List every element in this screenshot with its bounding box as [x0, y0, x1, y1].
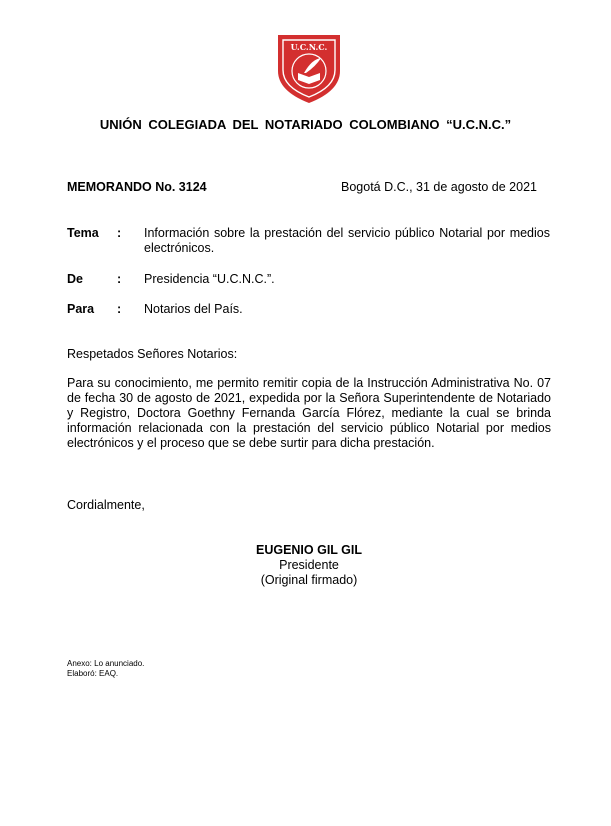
closing: Cordialmente,	[67, 498, 145, 512]
greeting: Respetados Señores Notarios:	[67, 347, 238, 361]
logo-text: U.C.N.C.	[290, 42, 328, 52]
de-colon: :	[117, 272, 122, 286]
footnote-elaboro: Elaboró: EAQ.	[67, 669, 119, 678]
body-paragraph: Para su conocimiento, me permito remitir copia de la Instrucción Administrativa No. 07 de fecha 30 de agosto de 2021, expedida por la Señora Superintendente de Notariado y Registro, Doctora Goethny Fernanda García Flórez, mediante la cual se brinda información relacionada con la prestación del servicio público Notarial por medios electrónicos y el proceso que se debe surtir para dicha prestación.	[67, 376, 551, 450]
signer-title: Presidente	[279, 558, 339, 572]
footnote-anexo: Anexo: Lo anunciado.	[67, 659, 145, 668]
para-value: Notarios del País.	[144, 302, 243, 316]
memo-date: Bogotá D.C., 31 de agosto de 2021	[341, 180, 537, 194]
signature-note: (Original firmado)	[260, 573, 358, 587]
de-label: De	[67, 272, 83, 286]
para-colon: :	[117, 302, 122, 316]
tema-colon: :	[117, 226, 122, 240]
organization-title: UNIÓN COLEGIADA DEL NOTARIADO COLOMBIANO “U.C.N.C.”	[99, 117, 512, 132]
tema-value: Información sobre la prestación del servicio público Notarial por medios electrónicos.	[144, 226, 550, 255]
de-value: Presidencia “U.C.N.C.”.	[144, 272, 275, 286]
ucnc-logo	[274, 29, 344, 105]
signer-name: EUGENIO GIL GIL	[255, 543, 363, 557]
tema-label: Tema	[67, 226, 99, 240]
para-label: Para	[67, 302, 95, 316]
memo-number: MEMORANDO No. 3124	[67, 180, 207, 194]
